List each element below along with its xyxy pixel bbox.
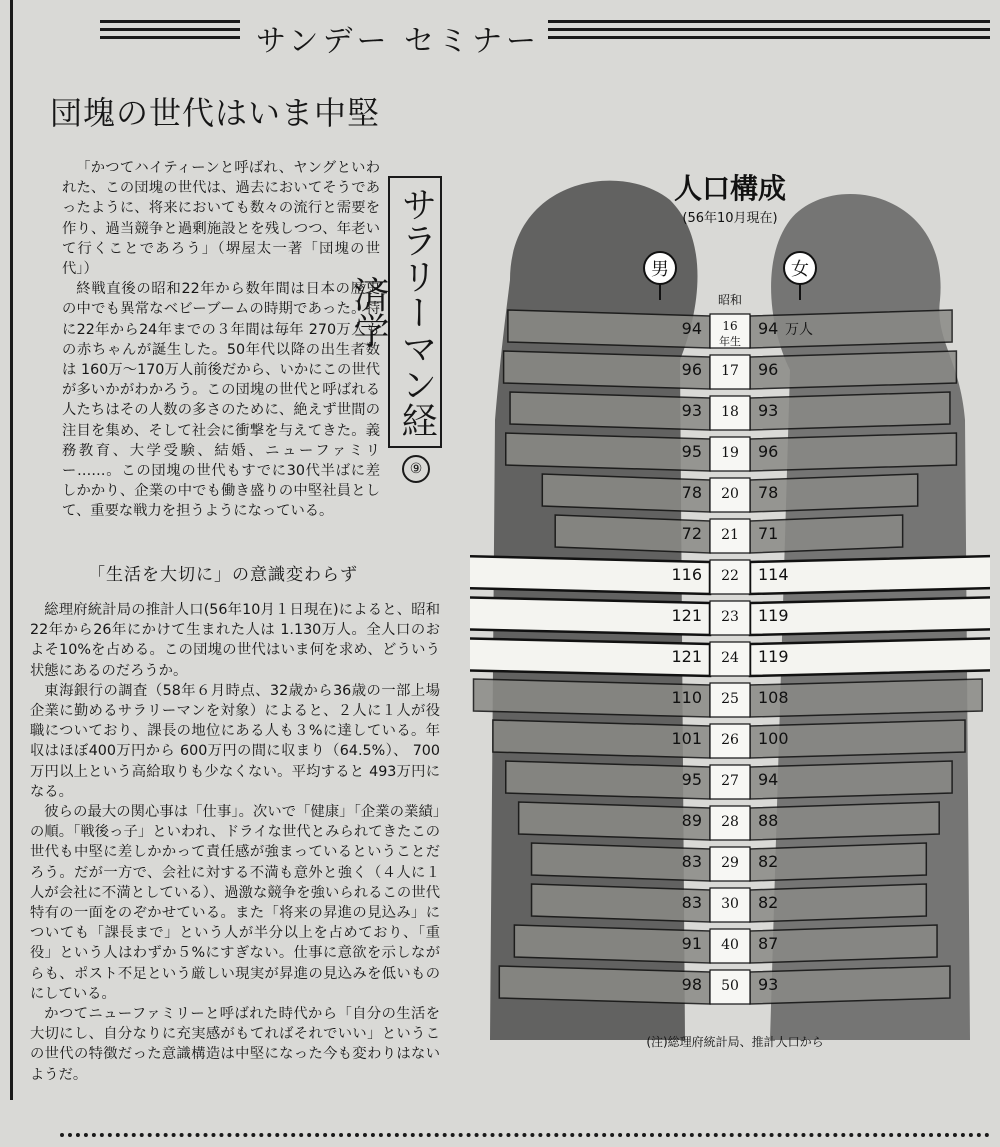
article-paragraph: 総理府統計局の推計人口(56年10月１日現在)によると、昭和22年から26年にかけて生まれた人は 1.130万人。全人口のおよそ10%を占める。この団塊の世代はいま何を求め、どういう状態にあるのだろうか。 (30, 602, 440, 679)
article-paragraph: 東海銀行の調査（58年６月時点、32歳から36歳の一部上場企業に勤めるサラリーマンを対象）によると、２人に１人が役職についており、課長の地位にある人も３%に達している。年収はほぼ400万円から 600万円の間に収まり（64.5%）、 700万円以上という高給取りも少なくない。平均すると 493万円になる。 (30, 682, 440, 800)
chart-note: (注)総理府統計局、推計人口から (646, 1035, 824, 1049)
bar-male (504, 351, 710, 389)
female-value: 96 (758, 442, 779, 461)
female-value: 114 (758, 565, 789, 584)
male-value: 101 (671, 729, 702, 748)
male-value: 91 (681, 934, 702, 953)
male-value: 93 (681, 401, 702, 420)
male-value: 78 (681, 483, 702, 502)
article-paragraph: 「かつてハイティーンと呼ばれ、ヤングといわれた、この団塊の世代は、過去においてそうであったように、将来においても数々の流行と需要を作り、過当競争と過剰施設とを残しつつ、年老いて行くことであろう」（堺屋太一著「団塊の世代」） (62, 160, 380, 278)
chart-subtitle: (56年10月現在) (682, 211, 778, 226)
birth-year-suffix: 年生 (719, 335, 741, 348)
female-value: 119 (758, 606, 789, 625)
year-label: 29 (721, 855, 739, 871)
male-label: 男 (651, 259, 669, 280)
bar-female (750, 802, 939, 840)
year-label: 16 (722, 319, 738, 333)
bar-female (750, 433, 956, 471)
female-label: 女 (791, 259, 809, 280)
male-value: 95 (681, 770, 702, 789)
year-label: 26 (721, 732, 739, 748)
male-value: 121 (671, 647, 702, 666)
female-value: 94 (758, 770, 779, 789)
subheading: 「生活を大切に」の意識変わらず (88, 565, 358, 585)
male-value: 116 (671, 565, 702, 584)
bar-female (750, 966, 950, 1004)
column-rule (10, 0, 13, 1100)
header-rule-right (520, 20, 990, 54)
male-value: 98 (681, 975, 702, 994)
year-label: 27 (721, 773, 739, 789)
bar-female (750, 761, 952, 799)
male-value: 83 (681, 893, 702, 912)
female-value: 119 (758, 647, 789, 666)
male-value: 89 (681, 811, 702, 830)
article-column-1 (62, 158, 380, 522)
year-label: 25 (721, 691, 739, 707)
article-paragraph: 終戦直後の昭和22年から数年間は日本の歴史の中でも異常なベビーブームの時期であった。特に22年から24年までの３年間は毎年 270万人もの赤ちゃんが誕生した。50年代以降の出生者数は 160万～170万人前後だから、いかにこの世代が多いかがわかろう。この団塊の世代と呼ばれる人たちはその人数の多さのために、絶えず世間の注目を集め、そして社会に衝撃を与えてきた。義務教育、大学受験、結婚、ニューファミリー……。この団塊の世代もすでに30代半ばに差しかかり、企業の中でも働き盛りの中堅社員として、重要な戦力を担うようになっている。 (62, 281, 380, 520)
male-value: 94 (681, 319, 702, 338)
year-label: 21 (721, 527, 739, 543)
headline: 団塊の世代はいま中堅 (50, 94, 381, 132)
population-chart (470, 160, 990, 1060)
female-value: 93 (758, 975, 779, 994)
year-label: 20 (721, 486, 739, 502)
year-label: 40 (721, 937, 739, 953)
year-label: 17 (721, 363, 739, 379)
unit-label: 万人 (785, 322, 813, 338)
article-column-2 (30, 600, 440, 1085)
year-label: 28 (721, 814, 739, 830)
series-title: サラリーマン経済学 (388, 176, 442, 448)
bar-male (508, 310, 710, 348)
bar-female (750, 392, 950, 430)
male-value: 72 (681, 524, 702, 543)
footer-dotted-rule (60, 1133, 990, 1137)
male-value: 83 (681, 852, 702, 871)
male-value: 110 (671, 688, 702, 707)
bar-male (506, 433, 710, 471)
male-value: 96 (681, 360, 702, 379)
year-label: 18 (721, 404, 739, 420)
female-value: 93 (758, 401, 779, 420)
bar-male (510, 392, 710, 430)
male-value: 95 (681, 442, 702, 461)
female-value: 100 (758, 729, 789, 748)
population-chart-svg (470, 160, 990, 1060)
header-rule-left (100, 20, 240, 54)
female-value: 87 (758, 934, 779, 953)
article-paragraph: 彼らの最大の関心事は「仕事」。次いで「健康」「企業の業績」の順。「戦後っ子」といわれ、ドライな世代とみられてきたこの世代も中堅に差しかかって責任感が強まっているということだろう。だが一方で、会社に対する不満も意外と強く（４人に１人が会社に不満としている）、過激な競争を強いられるこの世代特有の一面をのぞかせている。また「将来の昇進の見込み」についても「課長まで」という人が半分以上を占めており、「重役」という人はわずか５%にすぎない。仕事に意欲を示しながらも、ポスト不足という厳しい現実が昇進の見込みを低いものにしている。 (30, 804, 441, 1002)
year-label: 30 (721, 896, 739, 912)
header-label: 昭和 (717, 293, 743, 307)
female-value: 82 (758, 893, 779, 912)
bar-male (506, 761, 710, 799)
year-label: 24 (721, 650, 739, 666)
year-label: 50 (721, 978, 739, 994)
female-value: 108 (758, 688, 789, 707)
article-paragraph: かつてニューファミリーと呼ばれた時代から「自分の生活を大切にし、自分なりに充実感がもてればそれでいい」というこの世代の特徴だった意識構造は中堅になった今も変わりはないようだ。 (30, 1006, 440, 1083)
bar-male (514, 925, 710, 963)
year-label: 22 (721, 568, 739, 584)
bar-female (750, 351, 956, 389)
section-title: サンデー セミナー (248, 16, 548, 60)
female-value: 94 (758, 319, 779, 338)
male-value: 121 (671, 606, 702, 625)
chart-title: 人口構成 (673, 172, 787, 205)
year-label: 19 (721, 445, 739, 461)
female-value: 96 (758, 360, 779, 379)
bar-female (750, 310, 952, 348)
female-value: 78 (758, 483, 779, 502)
year-label: 23 (721, 609, 739, 625)
female-value: 88 (758, 811, 779, 830)
female-value: 82 (758, 852, 779, 871)
series-number: ⑨ (402, 455, 430, 483)
bar-male (499, 966, 710, 1004)
female-value: 71 (758, 524, 779, 543)
